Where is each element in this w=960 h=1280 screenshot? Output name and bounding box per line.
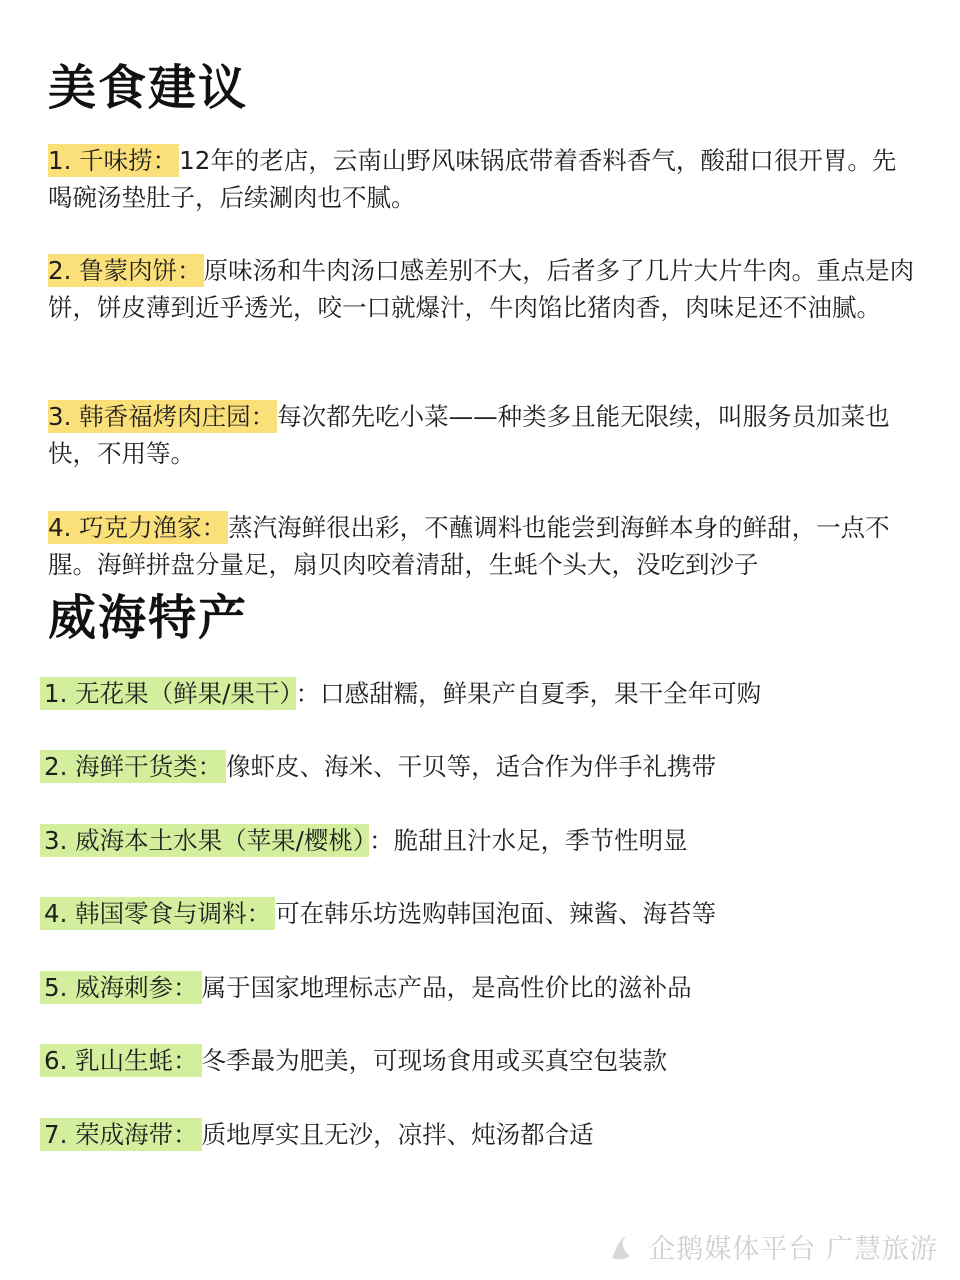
specialty-item-text: 冬季最为肥美，可现场食用或买真空包装款 [201,1046,668,1075]
section-title-food: 美食建议 [48,60,249,116]
food-item-label: 3. 韩香福烤肉庄园： [48,402,276,431]
specialty-item-label: 3. 威海本土水果（苹果/樱桃） [40,824,369,857]
specialty-item-3 [40,823,920,859]
penguin-logo-icon [606,1230,640,1264]
specialty-item-label: 1. 无花果（鲜果/果干） [40,677,296,710]
food-item-label: 1. 千味捞： [48,146,178,175]
specialty-item-text: 属于国家地理标志产品，是高性价比的滋补品 [201,973,692,1002]
specialty-item-label: 7. 荣成海带： [40,1118,202,1151]
watermark-text: 企鹅媒体平台 广慧旅游 [648,1234,938,1265]
specialty-item-4 [40,896,920,932]
food-item-text: 蒸汽海鲜很出彩，不蘸调料也能尝到海鲜本身的鲜甜，一点不腥。海鲜拼盘分量足，扇贝肉咬着清甜，生蚝个头大，没吃到沙子 [48,513,890,579]
food-item-label: 2. 鲁蒙肉饼： [48,256,202,285]
specialty-item-label: 6. 乳山生蚝： [40,1044,202,1077]
food-item-text: 原味汤和牛肉汤口感差别不大，后者多了几片大片牛肉。重点是肉饼，饼皮薄到近乎透光，咬一口就爆汁，牛肉馅比猪肉香，肉味足还不油腻。 [48,256,915,322]
food-item-text: 12年的老店，云南山野风味锅底带着香料香气，酸甜口很开胃。先喝碗汤垫肚子，后续涮肉也不腻。 [48,146,897,212]
food-item-1 [48,142,920,216]
specialty-item-label: 2. 海鲜干货类： [40,750,226,783]
specialty-item-text: 可在韩乐坊选购韩国泡面、辣酱、海苔等 [275,899,717,928]
specialty-item-1 [40,676,920,712]
specialty-item-label: 5. 威海刺参： [40,971,202,1004]
specialty-item-text: ：脆甜且汁水足，季节性明显 [369,826,688,855]
specialty-item-text: ：口感甜糯，鲜果产自夏季，果干全年可购 [295,679,762,708]
food-item-label: 4. 巧克力渔家： [48,513,227,542]
specialty-item-7 [40,1117,920,1153]
specialty-item-text: 质地厚实且无沙，凉拌、炖汤都合适 [201,1120,594,1149]
specialty-item-text: 像虾皮、海米、干贝等，适合作为伴手礼携带 [226,752,717,781]
section-title-specialty: 威海特产 [48,590,249,646]
food-item-4 [48,509,920,583]
food-item-2 [48,252,920,326]
specialty-item-5 [40,970,920,1006]
specialty-item-6 [40,1043,920,1079]
food-item-text: 每次都先吃小菜——种类多且能无限续，叫服务员加菜也快，不用等。 [48,402,890,468]
watermark [606,1227,938,1266]
specialty-item-2 [40,749,920,785]
food-item-3 [48,398,920,472]
specialty-item-label: 4. 韩国零食与调料： [40,897,275,930]
